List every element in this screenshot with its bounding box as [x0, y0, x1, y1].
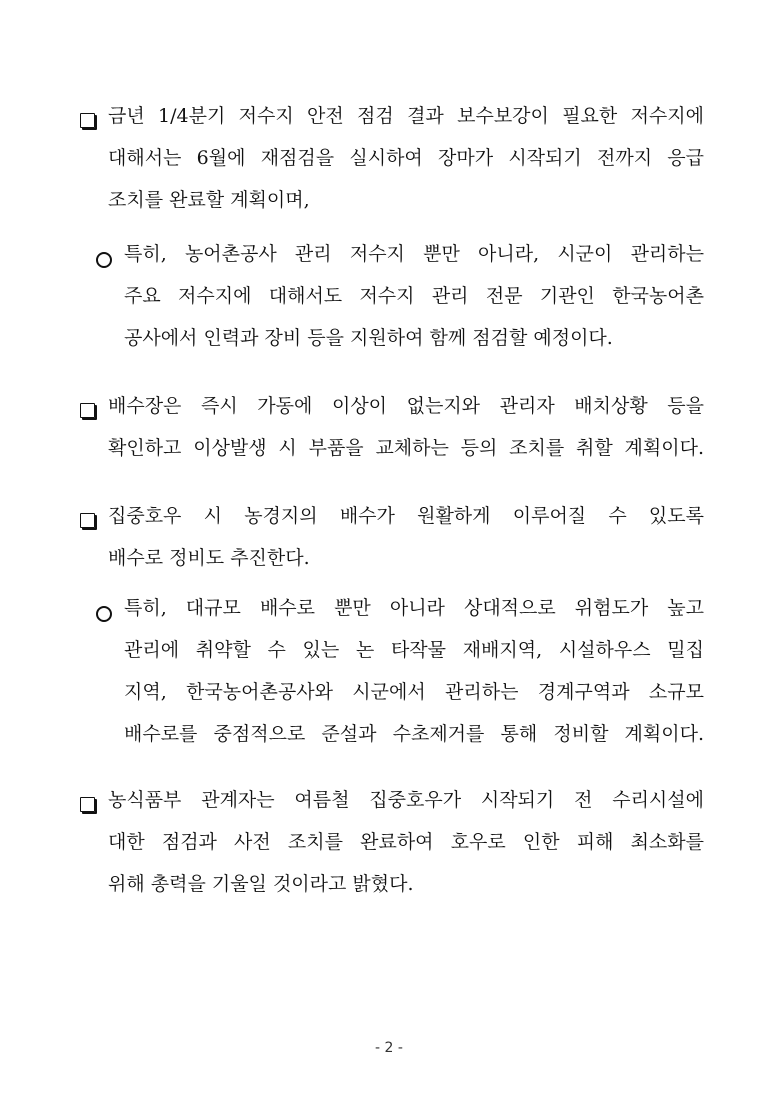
bullet-paragraph-1: [80, 104, 704, 214]
paragraph-line: 위해 총력을 기울일 것이라고 밝혔다.: [108, 873, 414, 895]
paragraph-line: 대해서는 6월에 재점검을 실시하여 장마가 시작되기 전까지 응급: [108, 147, 704, 169]
square-bullet-icon: [80, 797, 95, 812]
paragraph-line: 특히, 농어촌공사 관리 저수지 뿐만 아니라, 시군이 관리하는: [124, 243, 704, 265]
paragraph-line: 배수로를 중점적으로 준설과 수초제거를 통해 정비할 계획이다.: [124, 723, 704, 745]
bullet-paragraph-2: [80, 394, 704, 464]
sub-bullet-paragraph-2: [96, 596, 704, 746]
paragraph-line: 배수로 정비도 추진한다.: [108, 547, 310, 569]
page-number: - 2 -: [375, 1040, 403, 1056]
paragraph-line: 관리에 취약할 수 있는 논 타작물 재배지역, 시설하우스 밀집: [124, 639, 704, 661]
paragraph-line: 금년 1/4분기 저수지 안전 점검 결과 보수보강이 필요한 저수지에: [108, 105, 704, 127]
square-bullet-icon: [80, 403, 95, 418]
sub-bullet-paragraph-1: [96, 242, 704, 352]
paragraph-line: 공사에서 인력과 장비 등을 지원하여 함께 점검할 예정이다.: [124, 327, 613, 349]
paragraph-line: 배수장은 즉시 가동에 이상이 없는지와 관리자 배치상황 등을: [108, 395, 704, 417]
circle-bullet-icon: [96, 606, 112, 622]
square-bullet-icon: [80, 113, 95, 128]
circle-bullet-icon: [96, 252, 112, 268]
bullet-paragraph-3: [80, 504, 704, 574]
paragraph-line: 대한 점검과 사전 조치를 완료하여 호우로 인한 피해 최소화를: [108, 831, 704, 853]
square-bullet-icon: [80, 513, 95, 528]
bullet-paragraph-4: [80, 788, 704, 898]
paragraph-line: 지역, 한국농어촌공사와 시군에서 관리하는 경계구역과 소규모: [124, 681, 704, 703]
paragraph-line: 조치를 완료할 계획이며,: [108, 189, 310, 211]
paragraph-line: 특히, 대규모 배수로 뿐만 아니라 상대적으로 위험도가 높고: [124, 597, 704, 619]
paragraph-line: 확인하고 이상발생 시 부품을 교체하는 등의 조치를 취할 계획이다.: [108, 437, 704, 459]
paragraph-line: 농식품부 관계자는 여름철 집중호우가 시작되기 전 수리시설에: [108, 789, 704, 811]
paragraph-line: 주요 저수지에 대해서도 저수지 관리 전문 기관인 한국농어촌: [124, 285, 704, 307]
paragraph-line: 집중호우 시 농경지의 배수가 원활하게 이루어질 수 있도록: [108, 505, 704, 527]
